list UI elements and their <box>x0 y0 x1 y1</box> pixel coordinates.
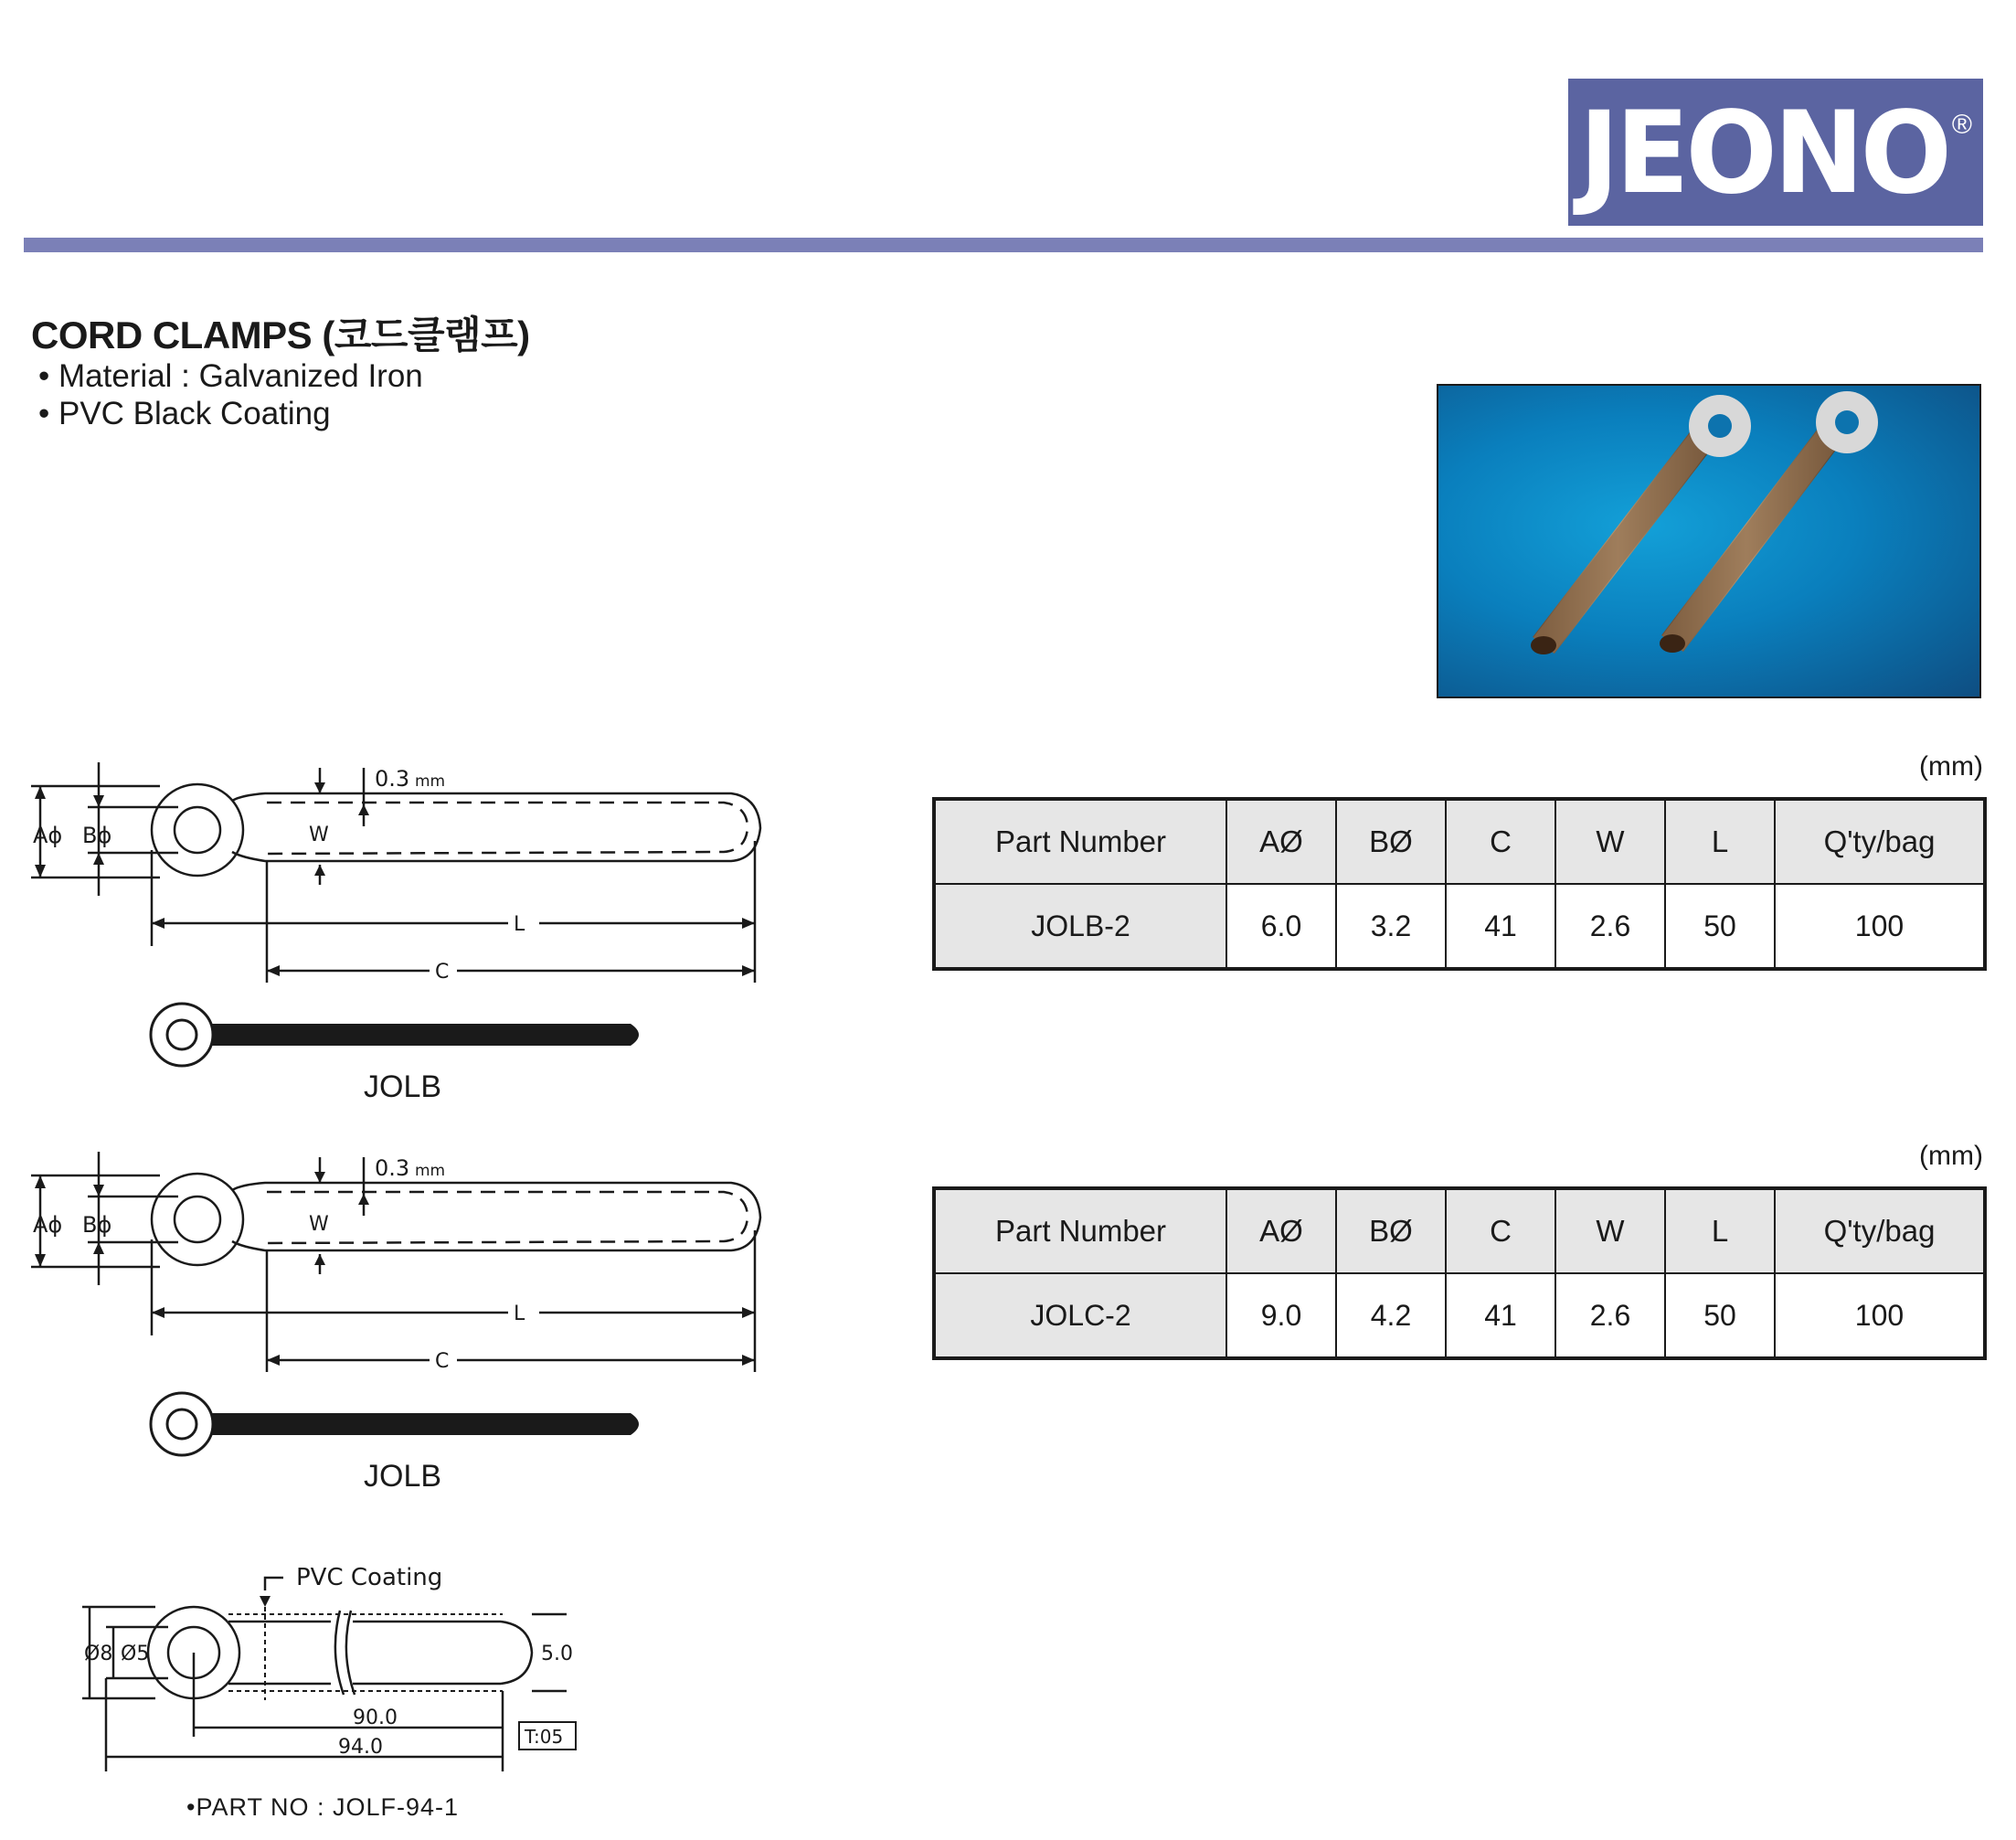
cell-l: 50 <box>1665 1273 1775 1358</box>
a-dia-label: Aϕ <box>33 823 63 848</box>
spec-table-1 <box>932 797 1987 971</box>
l-label: L <box>514 1303 525 1325</box>
drawing-caption: JOLB <box>364 1069 442 1104</box>
coated-clamp-illustration <box>151 1393 639 1455</box>
material-bullet: • Material : Galvanized Iron <box>38 358 423 394</box>
l-label: L <box>514 913 525 936</box>
w-label: W <box>309 1213 329 1236</box>
thickness-unit: mm <box>415 772 446 791</box>
cell-part-number: JOLB-2 <box>934 884 1226 969</box>
clamp-left <box>1531 395 1751 654</box>
outer-dia-label: Ø8 <box>84 1643 113 1665</box>
cell-b-dia: 3.2 <box>1336 884 1446 969</box>
spec-table-2 <box>932 1186 1987 1360</box>
cell-c: 41 <box>1446 1273 1555 1358</box>
brand-logo <box>1568 79 1983 226</box>
coating-bullet: • PVC Black Coating <box>38 396 331 431</box>
header-b-dia: BØ <box>1336 799 1446 884</box>
product-photo <box>1437 384 1981 698</box>
pvc-coating-label: PVC Coating <box>296 1564 443 1591</box>
height-label: 5.0 <box>541 1643 573 1665</box>
thickness-box-label: T:05 <box>525 1726 564 1748</box>
table-header-row <box>934 799 1985 884</box>
logo-text: JEONO <box>1579 86 1948 218</box>
header-a-dia: AØ <box>1226 1188 1336 1273</box>
cell-qty-bag: 100 <box>1775 1273 1985 1358</box>
header-part-number: Part Number <box>934 799 1226 884</box>
thickness-value: 0.3 <box>375 1155 410 1181</box>
cell-b-dia: 4.2 <box>1336 1273 1446 1358</box>
header-rule <box>24 238 1983 252</box>
registered-mark: ® <box>1951 110 1972 140</box>
cell-l: 50 <box>1665 884 1775 969</box>
cell-qty-bag: 100 <box>1775 884 1985 969</box>
inner-dia-label: Ø5 <box>121 1643 150 1665</box>
c-label: C <box>435 961 450 984</box>
b-dia-label: Bϕ <box>82 1212 112 1238</box>
cell-w: 2.6 <box>1555 1273 1665 1358</box>
cell-c: 41 <box>1446 884 1555 969</box>
header-w: W <box>1555 1188 1665 1273</box>
dimension-drawing-1 <box>0 750 786 1115</box>
table-row <box>934 884 1985 969</box>
length-outer-label: 94.0 <box>338 1736 383 1759</box>
cell-w: 2.6 <box>1555 884 1665 969</box>
c-label: C <box>435 1350 450 1373</box>
header-l: L <box>1665 1188 1775 1273</box>
thickness-value: 0.3 <box>375 766 410 792</box>
b-dia-label: Bϕ <box>82 823 112 848</box>
cell-part-number: JOLC-2 <box>934 1273 1226 1358</box>
header-a-dia: AØ <box>1226 799 1336 884</box>
header-qty-bag: Q'ty/bag <box>1775 1188 1985 1273</box>
a-dia-label: Aϕ <box>33 1212 63 1238</box>
product-title: CORD CLAMPS (코드클램프) <box>31 314 530 356</box>
cell-a-dia: 9.0 <box>1226 1273 1336 1358</box>
header-c: C <box>1446 1188 1555 1273</box>
table-header-row <box>934 1188 1985 1273</box>
part-number-note: •PART NO : JOLF-94-1 <box>186 1793 460 1821</box>
cell-a-dia: 6.0 <box>1226 884 1336 969</box>
coated-clamp-illustration <box>151 1004 639 1066</box>
detail-drawing <box>73 1554 621 1773</box>
header-b-dia: BØ <box>1336 1188 1446 1273</box>
thickness-unit: mm <box>415 1162 446 1180</box>
w-label: W <box>309 824 329 846</box>
length-inner-label: 90.0 <box>353 1707 398 1729</box>
header-l: L <box>1665 799 1775 884</box>
table-unit: (mm) <box>1919 751 1983 782</box>
table-unit: (mm) <box>1919 1141 1983 1171</box>
header-c: C <box>1446 799 1555 884</box>
dimension-drawing-2 <box>0 1139 786 1505</box>
header-w: W <box>1555 799 1665 884</box>
header-part-number: Part Number <box>934 1188 1226 1273</box>
table-row <box>934 1273 1985 1358</box>
header-qty-bag: Q'ty/bag <box>1775 799 1985 884</box>
drawing-caption: JOLB <box>364 1459 442 1494</box>
